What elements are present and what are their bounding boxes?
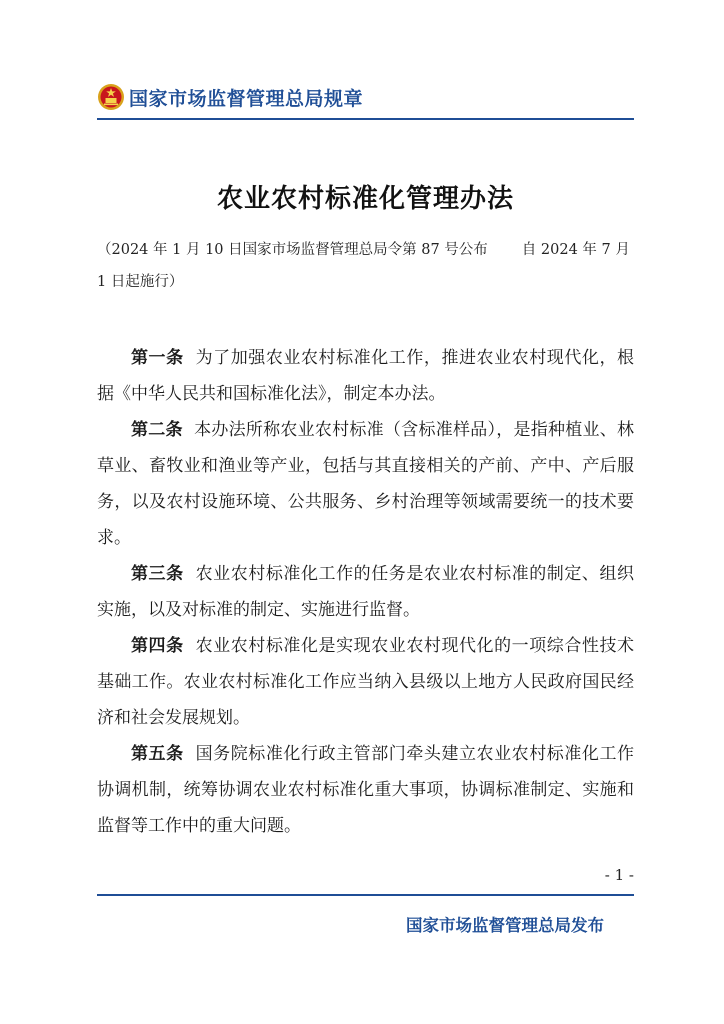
promulgation-part1: （2024 年 1 月 10 日国家市场监督管理总局令第 87 号公布 — [97, 242, 488, 258]
document-title: 农业农村标准化管理办法 — [216, 184, 514, 214]
header — [97, 80, 363, 114]
article-text: 本办法所称农业农村标准（含标准样品），是指种植业、林草业、畜牧业和渔业等产业，包括与其直接相关的产前、产中、产后服务，以及农村设施环境、公共服务、乡村治理等领域需要统一的技术要求。 — [97, 420, 635, 548]
article-text: 农业农村标准化工作的任务是农业农村标准的制定、组织实施，以及对标准的制定、实施进行监督。 — [97, 564, 635, 620]
article-label: 第二条 — [131, 420, 183, 440]
article-2 — [97, 412, 634, 556]
article-1 — [97, 340, 634, 412]
header-title: 国家市场监督管理总局规章 — [129, 87, 364, 110]
promulgation-note — [97, 234, 634, 298]
footer-publisher: 国家市场监督管理总局发布 — [406, 916, 604, 935]
article-label: 第三条 — [131, 564, 184, 584]
article-text: 国务院标准化行政主管部门牵头建立农业农村标准化工作协调机制，统筹协调农业农村标准化重大事项，协调标准制定、实施和监督等工作中的重大问题。 — [97, 744, 635, 836]
articles — [97, 340, 634, 844]
page-number: - 1 - — [604, 866, 634, 884]
article-label: 第一条 — [131, 348, 184, 368]
footer-divider — [97, 894, 634, 896]
promulgation-part2: 自 2024 年 7 月 1 日起施行） — [97, 242, 630, 290]
article-text: 为了加强农业农村标准化工作，推进农业农村现代化，根据《中华人民共和国标准化法》，制定本办法。 — [97, 348, 635, 404]
article-4 — [97, 628, 634, 736]
national-emblem-icon — [97, 83, 125, 111]
header-divider — [97, 118, 634, 120]
article-3 — [97, 556, 634, 628]
article-text: 农业农村标准化是实现农业农村现代化的一项综合性技术基础工作。农业农村标准化工作应当纳入县级以上地方人民政府国民经济和社会发展规划。 — [97, 636, 635, 728]
article-label: 第四条 — [131, 636, 184, 656]
article-5 — [97, 736, 634, 844]
article-label: 第五条 — [131, 744, 184, 764]
